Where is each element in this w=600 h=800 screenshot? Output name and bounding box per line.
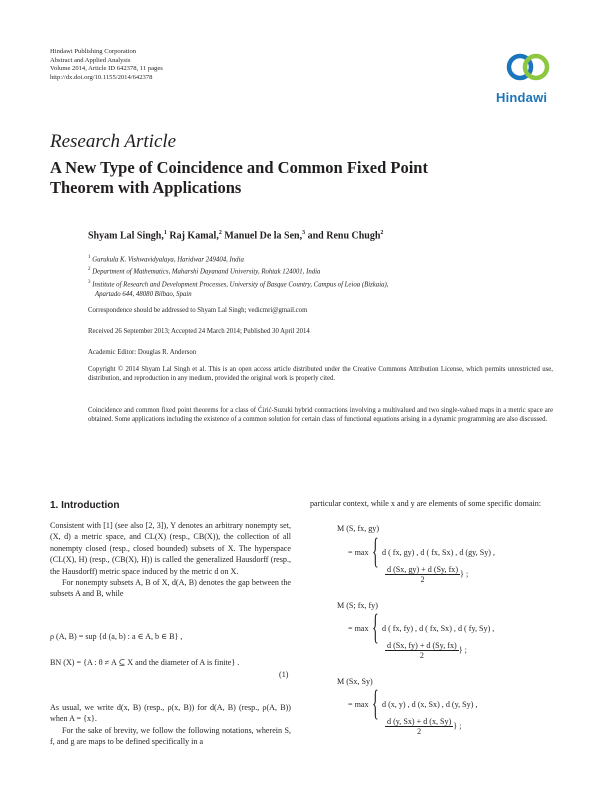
abstract: Coincidence and common fixed point theorems for a class of Ćirić-Suzuki hybrid contractions involving a multivalued and two single-valued maps in a metric space are obtained. Some applications including the existence of a common solution for certain class of functional equations arising in a dynamic programming are also discussed.: [88, 407, 553, 423]
author: Raj Kamal,: [169, 230, 219, 242]
journal-header: [50, 48, 163, 82]
paragraph: Consistent with [1] (see also [2, 3]), Y denotes an arbitrary nonempty set, (X, d) a metric space, and CL(X) (resp., CB(X)), the collection of all nonempty closed (resp., closed bounded) subsets of X. The hyperspace (CL(X), H) (resp., (CB(X), H)) is called the generalized Hausdorff (resp., the Hausdorff) metric space induced by the metric d on X.: [50, 521, 291, 576]
math-fraction: [385, 565, 468, 584]
author-sup: 3: [302, 230, 306, 236]
publisher: Hindawi Publishing Corporation: [50, 48, 137, 55]
math-max: = max: [348, 624, 369, 633]
equation: ρ (A, B) = sup {d (a, b) : a ∈ A, b ∈ B} ,: [50, 632, 183, 641]
math-lhs: M (S, fx, gy): [337, 524, 380, 533]
fraction-denominator: 2: [420, 575, 425, 584]
brace-end: } ;: [453, 721, 462, 731]
dates: Received 26 September 2013; Accepted 24 March 2014; Published 30 April 2014: [88, 328, 310, 335]
fraction-numerator: d (Sx, fy) + d (Sy, fx): [387, 641, 457, 650]
affiliation: Institute of Research and Development Processes, University of Basque Country, Campus of Leioa (Bizkaia),: [92, 280, 389, 288]
affiliation: Department of Mathematics, Maharshi Dayanand University, Rohtak 124001, India: [92, 268, 321, 276]
paragraph: For the sake of brevity, we follow the following notations, wherein S, f, and g are maps to be defined specifically in a: [50, 725, 291, 747]
math-lhs: M (S; fx, fy): [337, 601, 378, 610]
title-line-2: Theorem with Applications: [50, 178, 242, 197]
affiliation: Gurukula K. Vishwavidyalaya, Haridwar 249404, India: [92, 256, 244, 264]
aff-num: 1: [88, 255, 91, 260]
title-line-1: A New Type of Coincidence and Common Fixed Point: [50, 158, 428, 177]
equation: BN (X) = {A : θ ≠ A ⊆ X and the diameter of A is finite} .: [50, 658, 240, 667]
page-title: [50, 158, 520, 198]
paragraph: As usual, we write d(x, B) (resp., ρ(x, B)) for d(A, B) (resp., ρ(A, B)) when A = {x}.: [50, 703, 291, 724]
fraction-denominator: 2: [419, 651, 424, 660]
right-column-intro: particular context, while x and y are elements of some specific domain:: [310, 499, 542, 508]
left-brace-icon: {: [372, 686, 379, 725]
math-max: = max: [348, 700, 369, 709]
paragraph: For nonempty subsets A, B of X, d(A, B) denotes the gap between the subsets A and B, while: [50, 578, 291, 599]
left-column: [50, 520, 291, 600]
equation-number: (1): [279, 670, 289, 679]
left-column-cont: [50, 702, 291, 748]
author-sup: 1: [163, 230, 167, 236]
aff-num: 2: [88, 267, 91, 273]
author: and Renu Chugh: [307, 230, 381, 242]
journal-name: Abstract and Applied Analysis: [50, 56, 131, 64]
hindawi-logo-text: Hindawi: [496, 90, 548, 105]
fraction-numerator: d (Sx, gy) + d (Sy, fx): [387, 565, 459, 574]
brace-end: } ;: [458, 645, 467, 655]
author-sup: 2: [218, 230, 222, 236]
math-terms: d ( fx, gy) , d ( fx, Sx) , d (gy, Sy) ,: [382, 548, 495, 557]
correspondence-text: Correspondence should be addressed to Shyam Lal Singh; vedicmri@gmail.com: [88, 307, 308, 314]
fraction-denominator: 2: [417, 727, 422, 736]
doi-link[interactable]: http://dx.doi.org/10.1155/2014/642378: [50, 73, 153, 81]
affiliations: [88, 253, 508, 300]
left-brace-icon: {: [372, 610, 379, 649]
left-brace-icon: {: [372, 534, 379, 573]
correspondence: [88, 306, 553, 315]
section-heading: 1. Introduction: [50, 500, 120, 511]
aff-num: 3: [88, 279, 91, 285]
math-lhs: M (Sx, Sy): [337, 677, 373, 686]
brace-end: } ;: [460, 569, 469, 579]
author-sup: 2: [380, 230, 384, 236]
author: Shyam Lal Singh,: [88, 230, 164, 242]
math-max: = max: [348, 548, 369, 557]
math-fraction: [385, 717, 461, 736]
math-fraction: [385, 641, 467, 660]
author-list: [88, 230, 383, 241]
author: Manuel De la Sen,: [224, 230, 303, 242]
math-terms: d ( fx, fy) , d ( fx, Sx) , d ( fy, Sy) ,: [382, 624, 495, 633]
affiliation-cont: Apartado 644, 48080 Bilbao, Spain: [95, 290, 192, 298]
copyright: Copyright © 2014 Shyam Lal Singh et al. This is an open access article distributed under the Creative Commons Attribution License, which permits unrestricted use, distribution, and reproduction in any medium, provided the original work is properly cited.: [88, 366, 553, 382]
fraction-numerator: d (y, Sx) + d (x, Sy): [387, 717, 452, 726]
academic-editor: Academic Editor: Douglas R. Anderson: [88, 349, 197, 356]
math-terms: d (x, y) , d (x, Sx) , d (y, Sy) ,: [382, 700, 478, 709]
article-type: Research Article: [50, 131, 177, 152]
volume-info: Volume 2014, Article ID 642378, 11 pages: [50, 65, 163, 73]
